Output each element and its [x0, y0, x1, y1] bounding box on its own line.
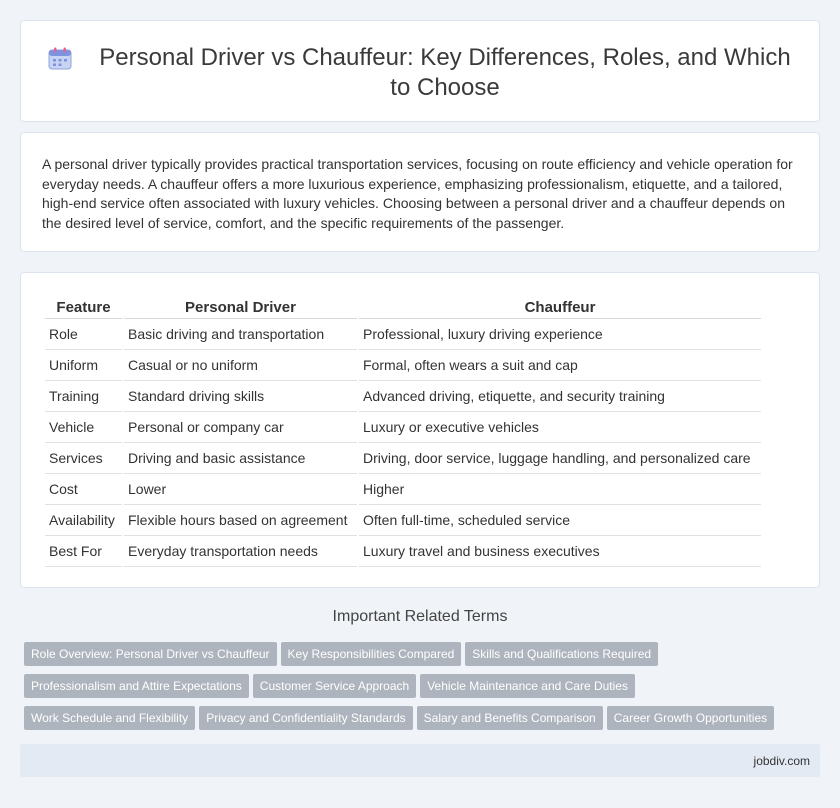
table-cell: Uniform	[45, 350, 122, 381]
table-cell: Professional, luxury driving experience	[359, 319, 761, 350]
table-cell: Vehicle	[45, 412, 122, 443]
table-cell: Often full-time, scheduled service	[359, 505, 761, 536]
related-term-tag[interactable]: Vehicle Maintenance and Care Duties	[420, 674, 635, 698]
table-cell: Services	[45, 443, 122, 474]
header-card	[20, 20, 820, 122]
table-cell: Lower	[124, 474, 357, 505]
table-cell: Luxury or executive vehicles	[359, 412, 761, 443]
table-cell: Driving and basic assistance	[124, 443, 357, 474]
table-cell: Everyday transportation needs	[124, 536, 357, 567]
tag-row	[24, 642, 814, 674]
table-cell: Training	[45, 381, 122, 412]
table-cell: Casual or no uniform	[124, 350, 357, 381]
table-cell: Role	[45, 319, 122, 350]
column-header-chauffeur: Chauffeur	[359, 297, 761, 319]
table-row	[45, 412, 761, 443]
column-header-personal-driver: Personal Driver	[124, 297, 357, 319]
table-cell: Luxury travel and business executives	[359, 536, 761, 567]
related-term-tag[interactable]: Salary and Benefits Comparison	[417, 706, 603, 730]
table-cell: Standard driving skills	[124, 381, 357, 412]
tag-row	[24, 706, 814, 738]
table-row	[45, 474, 761, 505]
related-term-tag[interactable]: Professionalism and Attire Expectations	[24, 674, 249, 698]
comparison-card	[20, 272, 820, 588]
related-term-tag[interactable]: Key Responsibilities Compared	[281, 642, 462, 666]
page-title: Personal Driver vs Chauffeur: Key Differences, Roles, and Which to Choose	[99, 44, 791, 101]
related-term-tag[interactable]: Skills and Qualifications Required	[465, 642, 658, 666]
table-cell: Cost	[45, 474, 122, 505]
table-row	[45, 381, 761, 412]
footer	[20, 744, 820, 777]
table-row	[45, 505, 761, 536]
related-term-tag[interactable]: Customer Service Approach	[253, 674, 416, 698]
table-header-row	[45, 297, 761, 319]
table-cell: Personal or company car	[124, 412, 357, 443]
table-cell: Basic driving and transportation	[124, 319, 357, 350]
table-cell: Higher	[359, 474, 761, 505]
tag-row	[24, 674, 814, 706]
table-cell: Advanced driving, etiquette, and security training	[359, 381, 761, 412]
related-term-tag[interactable]: Work Schedule and Flexibility	[24, 706, 195, 730]
table-cell: Best For	[45, 536, 122, 567]
table-row	[45, 443, 761, 474]
related-term-tag[interactable]: Privacy and Confidentiality Standards	[199, 706, 412, 730]
related-term-tag[interactable]: Role Overview: Personal Driver vs Chauffeur	[24, 642, 277, 666]
table-cell: Formal, often wears a suit and cap	[359, 350, 761, 381]
table-row	[45, 350, 761, 381]
table-cell: Driving, door service, luggage handling, and personalized care	[359, 443, 761, 474]
related-term-tag[interactable]: Career Growth Opportunities	[607, 706, 774, 730]
comparison-table	[43, 297, 763, 567]
table-cell: Flexible hours based on agreement	[124, 505, 357, 536]
intro-card	[20, 132, 820, 252]
table-cell: Availability	[45, 505, 122, 536]
table-row	[45, 536, 761, 567]
footer-site-link[interactable]: jobdiv.com	[753, 754, 810, 768]
table-row	[45, 319, 761, 350]
related-terms-tags	[24, 642, 814, 738]
related-terms-title: Important Related Terms	[332, 608, 508, 625]
intro-paragraph: A personal driver typically provides practical transportation services, focusing on route efficiency and vehicle operation for everyday needs. A chauffeur offers a more luxurious experience, emphasizing professionalism, etiquette, and a tailored, high-end service often associated with luxury vehicles. Choosing between a personal driver and a chauffeur depends on the desired level of service, comfort, and the specific requirements of the passenger.	[42, 156, 793, 231]
column-header-feature: Feature	[45, 297, 122, 319]
